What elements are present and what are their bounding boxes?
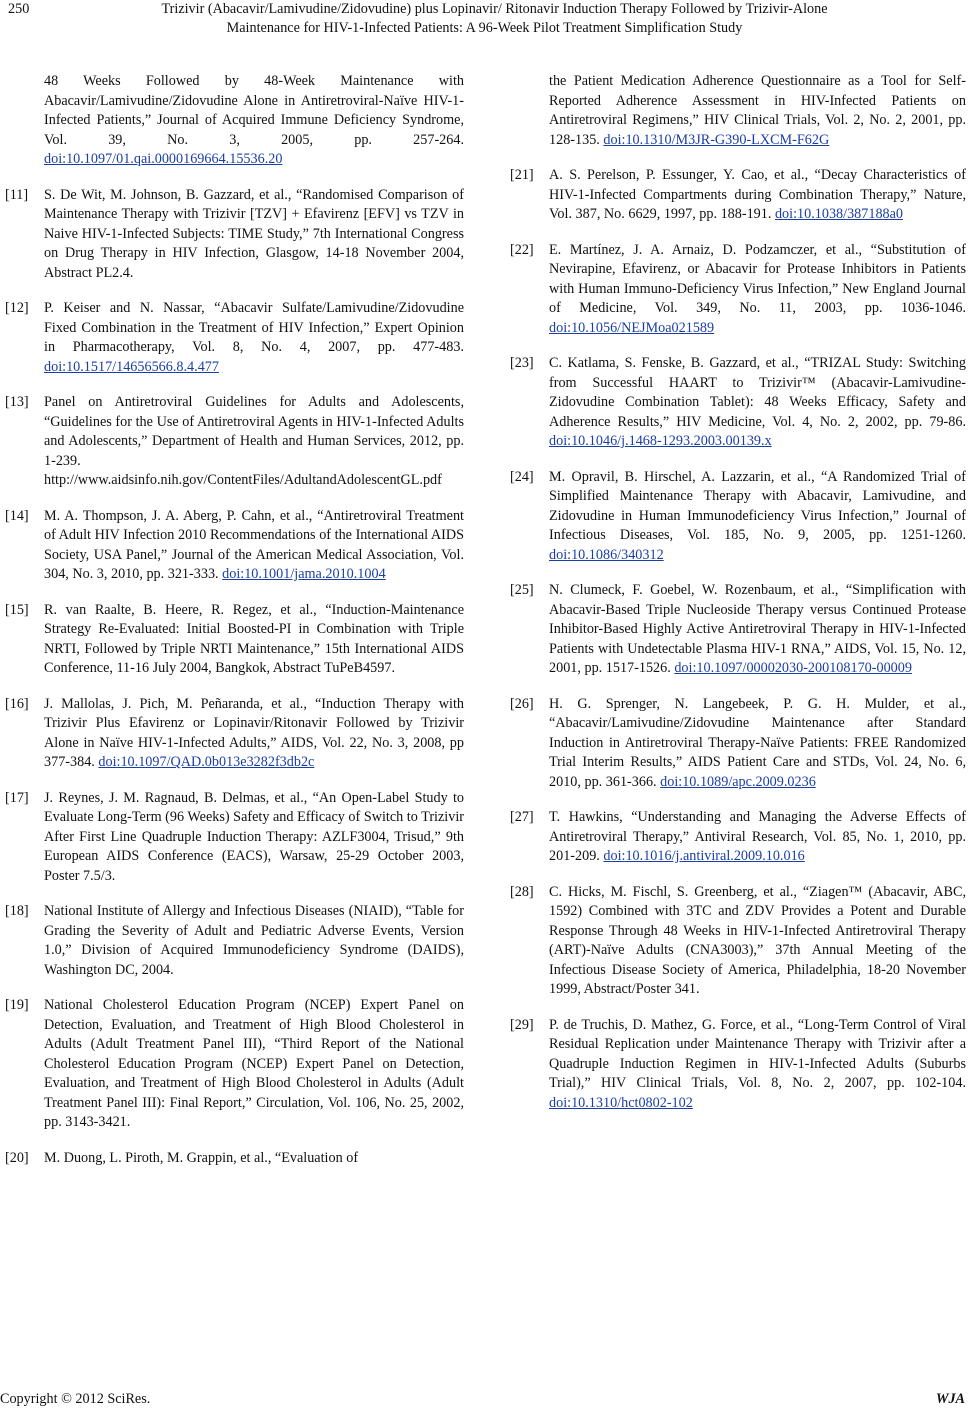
reference-entry <box>505 1016 966 1114</box>
reference-entry <box>505 695 966 793</box>
reference-number: [17] <box>5 789 29 806</box>
left-reference-column <box>0 72 464 1168</box>
reference-number: [26] <box>510 695 534 712</box>
reference-body <box>549 166 966 225</box>
doi-link[interactable]: doi:10.1086/340312 <box>549 546 664 563</box>
reference-body <box>549 72 966 150</box>
reference-body <box>549 1016 966 1114</box>
reference-entry <box>0 507 464 585</box>
reference-entry <box>0 902 464 980</box>
reference-entry <box>505 883 966 1000</box>
doi-link[interactable]: doi:10.1001/jama.2010.1004 <box>222 566 386 582</box>
header-title-line2: Maintenance for HIV-1-Infected Patients: A 96-Week Pilot Treatment Simplification Study <box>226 20 743 36</box>
reference-body <box>44 789 464 887</box>
reference-entry <box>0 789 464 887</box>
reference-entry <box>505 354 966 452</box>
reference-text: P. Keiser and N. Nassar, “Abacavir Sulfate/Lamivudine/Zidovudine Fixed Combination in the Treatment of HIV Infection,” Expert Opinion in Pharmacotherapy, Vol. 8, No. 4, 2007, pp. 477-483. <box>44 300 464 355</box>
reference-text: M. Opravil, B. Hirschel, A. Lazzarin, et al., “A Randomized Trial of Simplified Maintenance Therapy with Abacavir, Lamivudine, and Zidovudine in Human Immunodeficiency Virus Infection,” Journal of Infectious Diseases, Vol. 185, No. 9, 2005, pp. 1251-1260. <box>549 468 966 543</box>
doi-link[interactable]: doi:10.1056/NEJMoa021589 <box>549 319 715 336</box>
doi-link[interactable]: doi:10.1046/j.1468-1293.2003.00139.x <box>549 433 772 449</box>
doi-link[interactable]: doi:10.1517/14656566.8.4.477 <box>44 358 219 375</box>
reference-text: M. Duong, L. Piroth, M. Grappin, et al., “Evaluation of <box>44 1149 359 1166</box>
reference-number: [14] <box>5 507 29 524</box>
reference-number: [20] <box>5 1149 29 1166</box>
reference-number <box>505 72 549 150</box>
reference-number: [12] <box>5 300 29 316</box>
reference-body <box>549 354 966 452</box>
reference-number: [27] <box>510 809 534 825</box>
reference-text: Panel on Antiretroviral Guidelines for Adults and Adolescents, “Guidelines for the Use of Antiretroviral Agents in HIV-1-Infected Adults and Adolescents,” Department of Health and Human Services, 2012, pp. 1-239. <box>44 394 464 469</box>
reference-entry <box>0 299 464 377</box>
reference-text: R. van Raalte, B. Heere, R. Regez, et al., “Induction-Maintenance Strategy Re-Evaluated: Initial Boosted-PI in Combination with Triple NRTI, Followed by Triple NRTI Maintenance,” 15th International AIDS Conference, 11-16 July 2004, Bangkok, Abstract TuPeB4597. <box>44 601 464 676</box>
reference-body <box>549 468 966 566</box>
doi-link[interactable]: doi:10.1310/M3JR-G390-LXCM-F62G <box>603 131 830 148</box>
journal-abbrev: WJA <box>935 1391 965 1407</box>
reference-number: [15] <box>5 601 29 618</box>
reference-entry <box>505 468 966 566</box>
reference-body <box>44 186 464 284</box>
reference-text: P. de Truchis, D. Mathez, G. Force, et al., “Long-Term Control of Viral Residual Replication under Maintenance Therapy with Trizivir after a Quadruple Induction Regimen in HIV-1-Infected Adults (Suburbs Trial),” HIV Clinical Trials, Vol. 8, No. 2, 2007, pp. 102-104. <box>549 1016 966 1091</box>
reference-entry <box>0 601 464 679</box>
reference-body <box>44 299 464 377</box>
reference-number: [25] <box>510 582 534 598</box>
page-number: 250 <box>8 1 30 17</box>
reference-entry <box>505 72 966 150</box>
reference-entry <box>0 186 464 284</box>
running-header <box>0 0 969 38</box>
doi-link[interactable]: doi:10.1097/01.qai.0000169664.15536.20 <box>44 151 283 167</box>
reference-url: http://www.aidsinfo.nih.gov/ContentFiles/AdultandAdolescentGL.pdf <box>44 472 442 488</box>
reference-body <box>44 507 464 585</box>
doi-link[interactable]: doi:10.1310/hct0802-102 <box>549 1094 693 1111</box>
reference-number: [11] <box>5 186 29 203</box>
reference-body <box>44 601 464 679</box>
doi-link[interactable]: doi:10.1097/QAD.0b013e3282f3db2c <box>98 754 315 770</box>
reference-text: National Institute of Allergy and Infectious Diseases (NIAID), “Table for Grading the Severity of Adult and Pediatric Adverse Events, Version 1.0,” Division of Acquired Immunodeficiency Syndrome (DAIDS), Washington DC, 2004. <box>44 903 464 978</box>
reference-text: E. Martínez, J. A. Arnaiz, D. Podzamczer, et al., “Substitution of Nevirapine, Efavirenz, or Abacavir for Protease Inhibitors in Patients with Human Immuno-Deficiency Virus Infection,” New England Journal of Medicine, Vol. 349, No. 11, 2003, pp. 1036-1046. <box>549 241 966 316</box>
reference-text: the Patient Medication Adherence Questionnaire as a Tool for Self-Reported Adherence Assessment in HIV-Infected Patients on Antiretroviral Regimens,” HIV Clinical Trials, Vol. 2, No. 2, 2001, pp. 128-135. <box>549 73 966 148</box>
reference-number: [29] <box>510 1016 534 1033</box>
reference-text: H. G. Sprenger, N. Langebeek, P. G. H. Mulder, et al., “Abacavir/Lamivudine/Zidovudine Maintenance after Standard Induction in Antiretroviral Therapy-Naïve Patients: FREE Randomized Trial Interim Results,” AIDS Patient Care and STDs, Vol. 24, No. 6, 2010, pp. 361-366. <box>549 695 966 790</box>
reference-text: A. S. Perelson, P. Essunger, Y. Cao, et al., “Decay Characteristics of HIV-1-Infected Compartments during Combination Therapy,” Nature, Vol. 387, No. 6629, 1997, pp. 188-191. <box>549 167 966 222</box>
reference-body <box>44 902 464 980</box>
reference-number: [28] <box>510 883 534 900</box>
reference-body <box>44 72 464 170</box>
reference-entry <box>505 581 966 679</box>
copyright-notice: Copyright © 2012 SciRes. <box>0 1391 151 1407</box>
reference-number: [16] <box>5 695 29 712</box>
reference-text: N. Clumeck, F. Goebel, W. Rozenbaum, et al., “Simplification with Abacavir-Based Triple Nucleoside Therapy versus Continued Protease Inhibitor-Based Highly Active Antiretroviral Therapy in HIV-1-Infected Patients with Undetectable Plasma HIV-1 RNA,” AIDS, Vol. 15, No. 12, 2001, pp. 1517-1526. <box>549 582 966 676</box>
reference-entry <box>0 393 464 491</box>
reference-body <box>44 393 464 491</box>
reference-body <box>549 695 966 793</box>
reference-entry <box>0 996 464 1133</box>
reference-entry <box>0 695 464 773</box>
reference-number: [18] <box>5 903 29 919</box>
doi-link[interactable]: doi:10.1097/00002030-200108170-00009 <box>674 660 912 676</box>
right-reference-column <box>505 72 966 1113</box>
reference-text: National Cholesterol Education Program (NCEP) Expert Panel on Detection, Evaluation, and Treatment of High Blood Cholesterol in Adults (Adult Treatment Panel III), “Third Report of the National Cholesterol Education Program (NCEP) Expert Panel on Detection, Evaluation, and Treatment of High Blood Cholesterol in Adults (Adult Treatment Panel III): Final Report,” Circulation, Vol. 106, No. 25, 2002, pp. 3143-3421. <box>44 997 464 1130</box>
reference-body <box>549 808 966 867</box>
reference-text: C. Hicks, M. Fischl, S. Greenberg, et al., “Ziagen™ (Abacavir, ABC, 1592) Combined with 3TC and ZDV Provides a Potent and Durable Response Through 48 Weeks in HIV-1-Infected Antiretroviral Therapy (ART)-Naïve Adults (CNA3003),” 37th Annual Meeting of the Infectious Disease Society of America, Philadelphia, 18-20 November 1999, Abstract/Poster 341. <box>549 883 966 997</box>
reference-entry <box>505 808 966 867</box>
reference-body <box>44 996 464 1133</box>
reference-body <box>44 1149 464 1169</box>
header-title-line1: Trizivir (Abacavir/Lamivudine/Zidovudine) plus Lopinavir/ Ritonavir Induction Therapy Followed by Trizivir-Alone <box>161 1 828 17</box>
reference-text: S. De Wit, M. Johnson, B. Gazzard, et al., “Randomised Comparison of Maintenance Therapy with Trizivir [TZV] + Efavirenz [EFV] vs TZV in Naive HIV-1-Infected Subjects: TIME Study,” 7th International Congress on Drug Therapy in HIV Infection, Glasgow, 14-18 November 2004, Abstract PL2.4. <box>44 186 464 281</box>
doi-link[interactable]: doi:10.1016/j.antiviral.2009.10.016 <box>603 848 805 864</box>
doi-link[interactable]: doi:10.1038/387188a0 <box>774 206 904 222</box>
reference-number: [24] <box>510 468 534 485</box>
reference-number: [19] <box>5 997 29 1013</box>
reference-body <box>44 695 464 773</box>
reference-text: J. Reynes, J. M. Ragnaud, B. Delmas, et al., “An Open-Label Study to Evaluate Long-Term (96 Weeks) Safety and Efficacy of Switch to Trizivir After First Line Quadruple Induction Therapy: AZLF3004, Trisud,” 9th European AIDS Conference (EACS), Warsaw, 25-29 October 2003, Poster 7.5/3. <box>44 789 464 884</box>
reference-entry <box>505 241 966 339</box>
reference-number: [23] <box>510 355 534 371</box>
doi-link[interactable]: doi:10.1089/apc.2009.0236 <box>660 773 816 790</box>
reference-number: [21] <box>510 167 534 183</box>
reference-entry <box>0 72 464 170</box>
reference-text: C. Katlama, S. Fenske, B. Gazzard, et al., “TRIZAL Study: Switching from Successful HAART to Trizivir™ (Abacavir-Lamivudine-Zidovudine Combination Tablet): 48 Weeks Efficacy, Safety and Adherence Results,” HIV Medicine, Vol. 4, No. 2, 2002, pp. 79-86. <box>549 355 966 430</box>
reference-body <box>549 241 966 339</box>
reference-number: [22] <box>510 241 534 258</box>
reference-body <box>549 883 966 1000</box>
reference-number: [13] <box>5 394 29 410</box>
reference-number <box>0 72 44 170</box>
reference-text: J. Mallolas, J. Pich, M. Peñaranda, et al., “Induction Therapy with Trizivir Plus Efavirenz or Lopinavir/Ritonavir Followed by Trizivir Alone in Naïve HIV-1-Infected Adults,” AIDS, Vol. 22, No. 3, 2008, pp 377-384. <box>44 695 464 770</box>
reference-entry <box>505 166 966 225</box>
reference-text: T. Hawkins, “Understanding and Managing the Adverse Effects of Antiretroviral Therapy,” Antiviral Research, Vol. 85, No. 1, 2010, pp. 201-209. <box>549 809 966 864</box>
reference-text: 48 Weeks Followed by 48-Week Maintenance with Abacavir/Lamivudine/Zidovudine Alone in Antiretroviral-Naïve HIV-1-Infected Patients,” Journal of Acquired Immune Deficiency Syndrome, Vol. 39, No. 3, 2005, pp. 257-264. <box>44 73 464 148</box>
reference-text: M. A. Thompson, J. A. Aberg, P. Cahn, et al., “Antiretroviral Treatment of Adult HIV Infection 2010 Recommendations of the International AIDS Society, USA Panel,” Journal of the American Medical Association, Vol. 304, No. 3, 2010, pp. 321-333. <box>44 507 464 582</box>
reference-body <box>549 581 966 679</box>
reference-entry <box>0 1149 464 1169</box>
